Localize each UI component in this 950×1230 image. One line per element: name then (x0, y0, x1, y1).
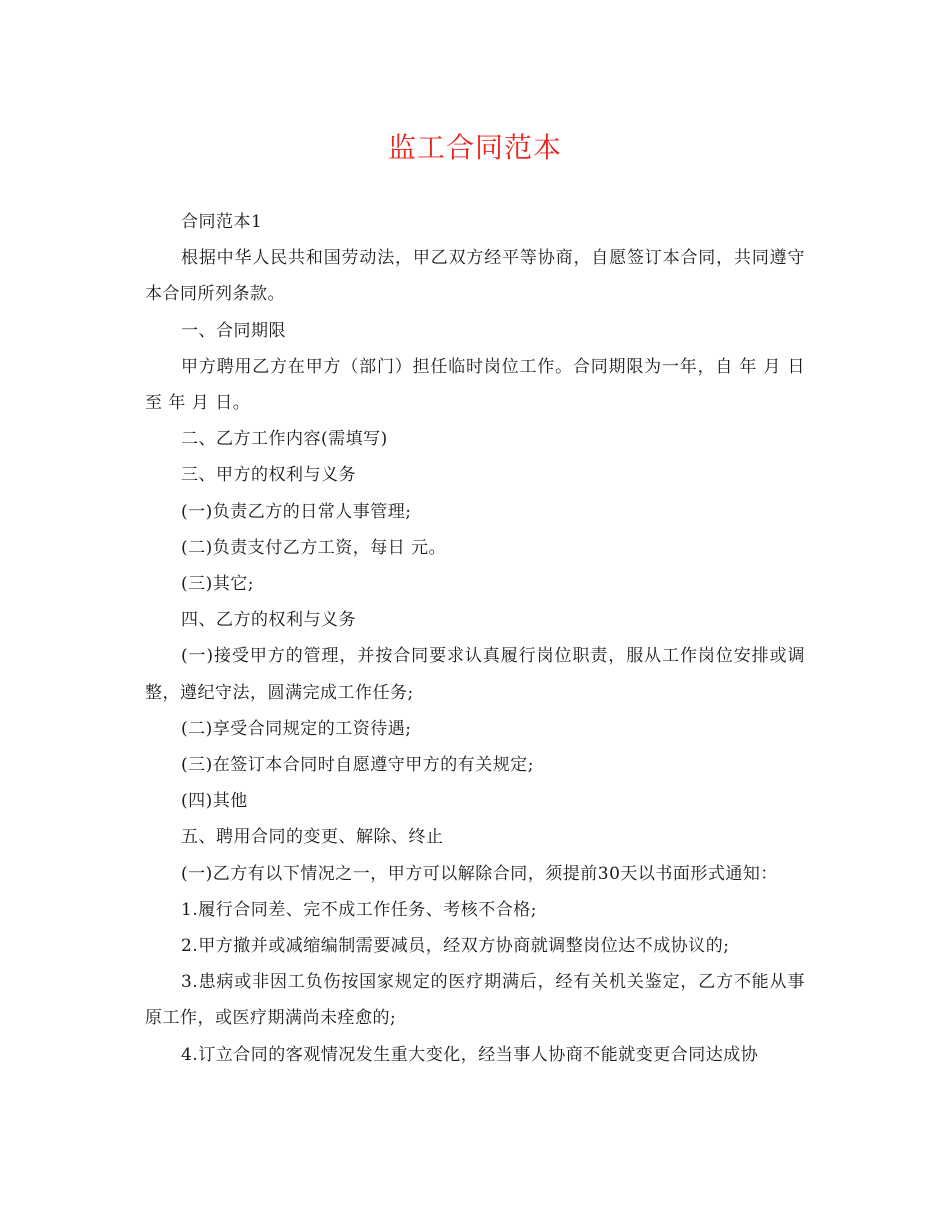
paragraph-preamble: 根据中华人民共和国劳动法，甲乙双方经平等协商，自愿签订本合同，共同遵守本合同所列条款。 (145, 248, 805, 305)
clause-party-a-3: (三)其它; (181, 574, 254, 595)
heading-contract-term: 一、合同期限 (181, 320, 286, 341)
clause-termination-intro: (一)乙方有以下情况之一，甲方可以解除合同，须提前30天以书面形式通知： (181, 863, 778, 884)
clause-party-b-4: (四)其他 (181, 791, 248, 812)
list-item-termination-3: 3.患病或非因工负伤按国家规定的医疗期满后，经有关机关鉴定，乙方不能从事原工作，或医疗期满尚未痊愈的; (145, 972, 805, 1029)
heading-contract-change: 五、聘用合同的变更、解除、终止 (181, 827, 444, 848)
document-body (145, 204, 805, 1073)
clause-party-a-2: (二)负责支付乙方工资，每日 元。 (181, 537, 447, 558)
heading-work-content: 二、乙方工作内容(需填写) (181, 429, 388, 450)
paragraph-contract-term: 甲方聘用乙方在甲方（部门）担任临时岗位工作。合同期限为一年，自 年 月 日至 年 月 日。 (145, 356, 805, 414)
clause-party-b-2: (二)享受合同规定的工资待遇; (181, 718, 412, 739)
clause-party-b-1: (一)接受甲方的管理，并按合同要求认真履行岗位职责，服从工作岗位安排或调整，遵纪守法，圆满完成工作任务; (145, 646, 805, 703)
document-title: 监工合同范本 (387, 131, 562, 164)
list-item-termination-4: 4.订立合同的客观情况发生重大变化，经当事人协商不能就变更合同达成协 (181, 1044, 759, 1065)
heading-party-b-rights: 四、乙方的权利与义务 (181, 610, 356, 631)
list-item-termination-2: 2.甲方撤并或减缩编制需要减员，经双方协商就调整岗位达不成协议的; (181, 936, 730, 957)
paragraph-contract-sample-label: 合同范本1 (181, 212, 263, 232)
clause-party-b-3: (三)在签订本合同时自愿遵守甲方的有关规定; (181, 755, 534, 776)
list-item-termination-1: 1.履行合同差、完不成工作任务、考核不合格; (181, 899, 537, 920)
clause-party-a-1: (一)负责乙方的日常人事管理; (181, 501, 412, 522)
heading-party-a-rights: 三、甲方的权利与义务 (181, 465, 356, 486)
